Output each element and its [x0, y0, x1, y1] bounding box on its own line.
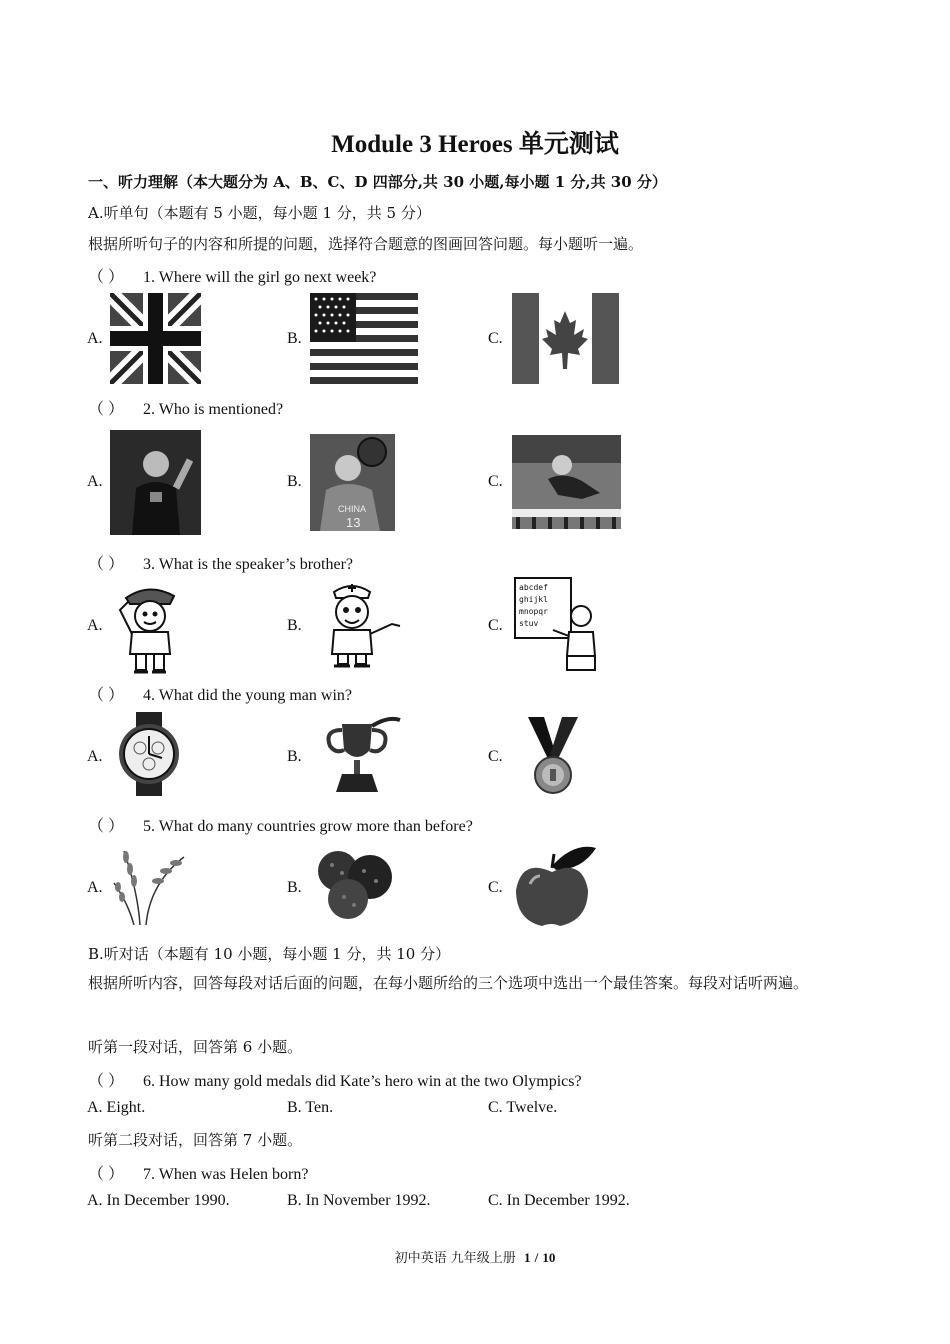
answer-blank[interactable]: （ ）	[88, 1166, 125, 1183]
apple-icon	[512, 840, 598, 928]
option-b: B. In November 1992.	[287, 1192, 431, 1209]
question-6: （ ） 6. How many gold medals did Kate’s hero win at the two Olympics?	[88, 1068, 582, 1091]
svg-text:CHINA: CHINA	[338, 504, 367, 514]
option-a: A.	[87, 879, 103, 896]
part-a-heading: A.听单句（本题有 5 小题，每小题 1 分，共 5 分）	[88, 204, 431, 222]
section-heading: 一、听力理解（本大题分为 A、B、C、D 四部分,共 30 小题,每小题 1 分,共 30 分）	[88, 173, 667, 191]
footer-text: 初中英语 九年级上册	[394, 1251, 516, 1266]
option-b: B.	[287, 748, 302, 765]
page-title: Module 3 Heroes 单元测试	[331, 131, 619, 158]
option-a: A.	[87, 330, 103, 347]
option-c: C.	[488, 617, 503, 634]
lychee-icon	[312, 847, 397, 921]
svg-text:mnopqr: mnopqr	[519, 607, 548, 616]
medal-icon	[526, 715, 580, 797]
trophy-icon	[312, 716, 402, 796]
page-number: 1	[524, 1250, 531, 1265]
page-footer	[0, 1247, 950, 1266]
hurdler-photo	[512, 435, 621, 529]
page-separator: /	[534, 1250, 539, 1265]
svg-text:stuv: stuv	[519, 619, 539, 628]
part-b-heading: B.听对话（本题有 10 小题，每小题 1 分，共 10 分）	[88, 945, 451, 963]
option-b: B. Ten.	[287, 1099, 334, 1116]
part-a-instruction: 根据所听句子的内容和所提的问题，选择符合题意的图画回答问题。每小题听一遍。	[88, 235, 644, 253]
svg-text:13: 13	[346, 515, 361, 530]
answer-blank[interactable]: （ ）	[88, 401, 125, 418]
question-3: （ ） 3. What is the speaker’s brother?	[88, 551, 353, 574]
question-1: （ ） 1. Where will the girl go next week?	[88, 264, 376, 287]
basketball-player-photo	[310, 434, 395, 531]
option-b: B.	[287, 617, 302, 634]
option-c: C. In December 1992.	[488, 1192, 630, 1209]
option-a: A.	[87, 748, 103, 765]
teacher-cartoon	[513, 576, 599, 672]
question-5: （ ） 5. What do many countries grow more than before?	[88, 813, 473, 836]
option-a: A.	[87, 473, 103, 490]
doctor-cartoon	[312, 578, 402, 670]
answer-blank[interactable]: （ ）	[88, 556, 125, 573]
svg-text:ghijkl: ghijkl	[519, 595, 548, 604]
policeman-cartoon	[112, 580, 187, 676]
uk-flag-icon	[110, 293, 201, 384]
option-c: C. Twelve.	[488, 1099, 558, 1116]
answer-blank[interactable]: （ ）	[88, 269, 125, 286]
option-c: C.	[488, 330, 503, 347]
question-7: （ ） 7. When was Helen born?	[88, 1161, 308, 1184]
option-a: A.	[87, 617, 103, 634]
answer-blank[interactable]: （ ）	[88, 818, 125, 835]
option-c: C.	[488, 748, 503, 765]
watch-icon	[110, 712, 188, 796]
page-total: 10	[542, 1250, 556, 1265]
dialog-1-instruction: 听第一段对话，回答第 6 小题。	[88, 1038, 303, 1056]
option-a: A. Eight.	[87, 1099, 146, 1116]
dialog-2-instruction: 听第二段对话，回答第 7 小题。	[88, 1131, 303, 1149]
us-flag-icon	[310, 293, 418, 384]
option-b: B.	[287, 330, 302, 347]
option-b: B.	[287, 473, 302, 490]
question-4: （ ） 4. What did the young man win?	[88, 682, 352, 705]
option-c: C.	[488, 473, 503, 490]
answer-blank[interactable]: （ ）	[88, 687, 125, 704]
option-b: B.	[287, 879, 302, 896]
option-a: A. In December 1990.	[87, 1192, 230, 1209]
rice-icon	[110, 843, 194, 925]
canada-flag-icon	[512, 293, 619, 384]
answer-blank[interactable]: （ ）	[88, 1073, 125, 1090]
option-c: C.	[488, 879, 503, 896]
svg-text:abcdef: abcdef	[519, 583, 548, 592]
part-b-instruction: 根据所听内容，回答每段对话后面的问题，在每小题所给的三个选项中选出一个最佳答案。每段对话听两遍。	[88, 974, 809, 992]
table-tennis-player-photo	[110, 430, 201, 535]
question-2: （ ） 2. Who is mentioned?	[88, 396, 283, 419]
